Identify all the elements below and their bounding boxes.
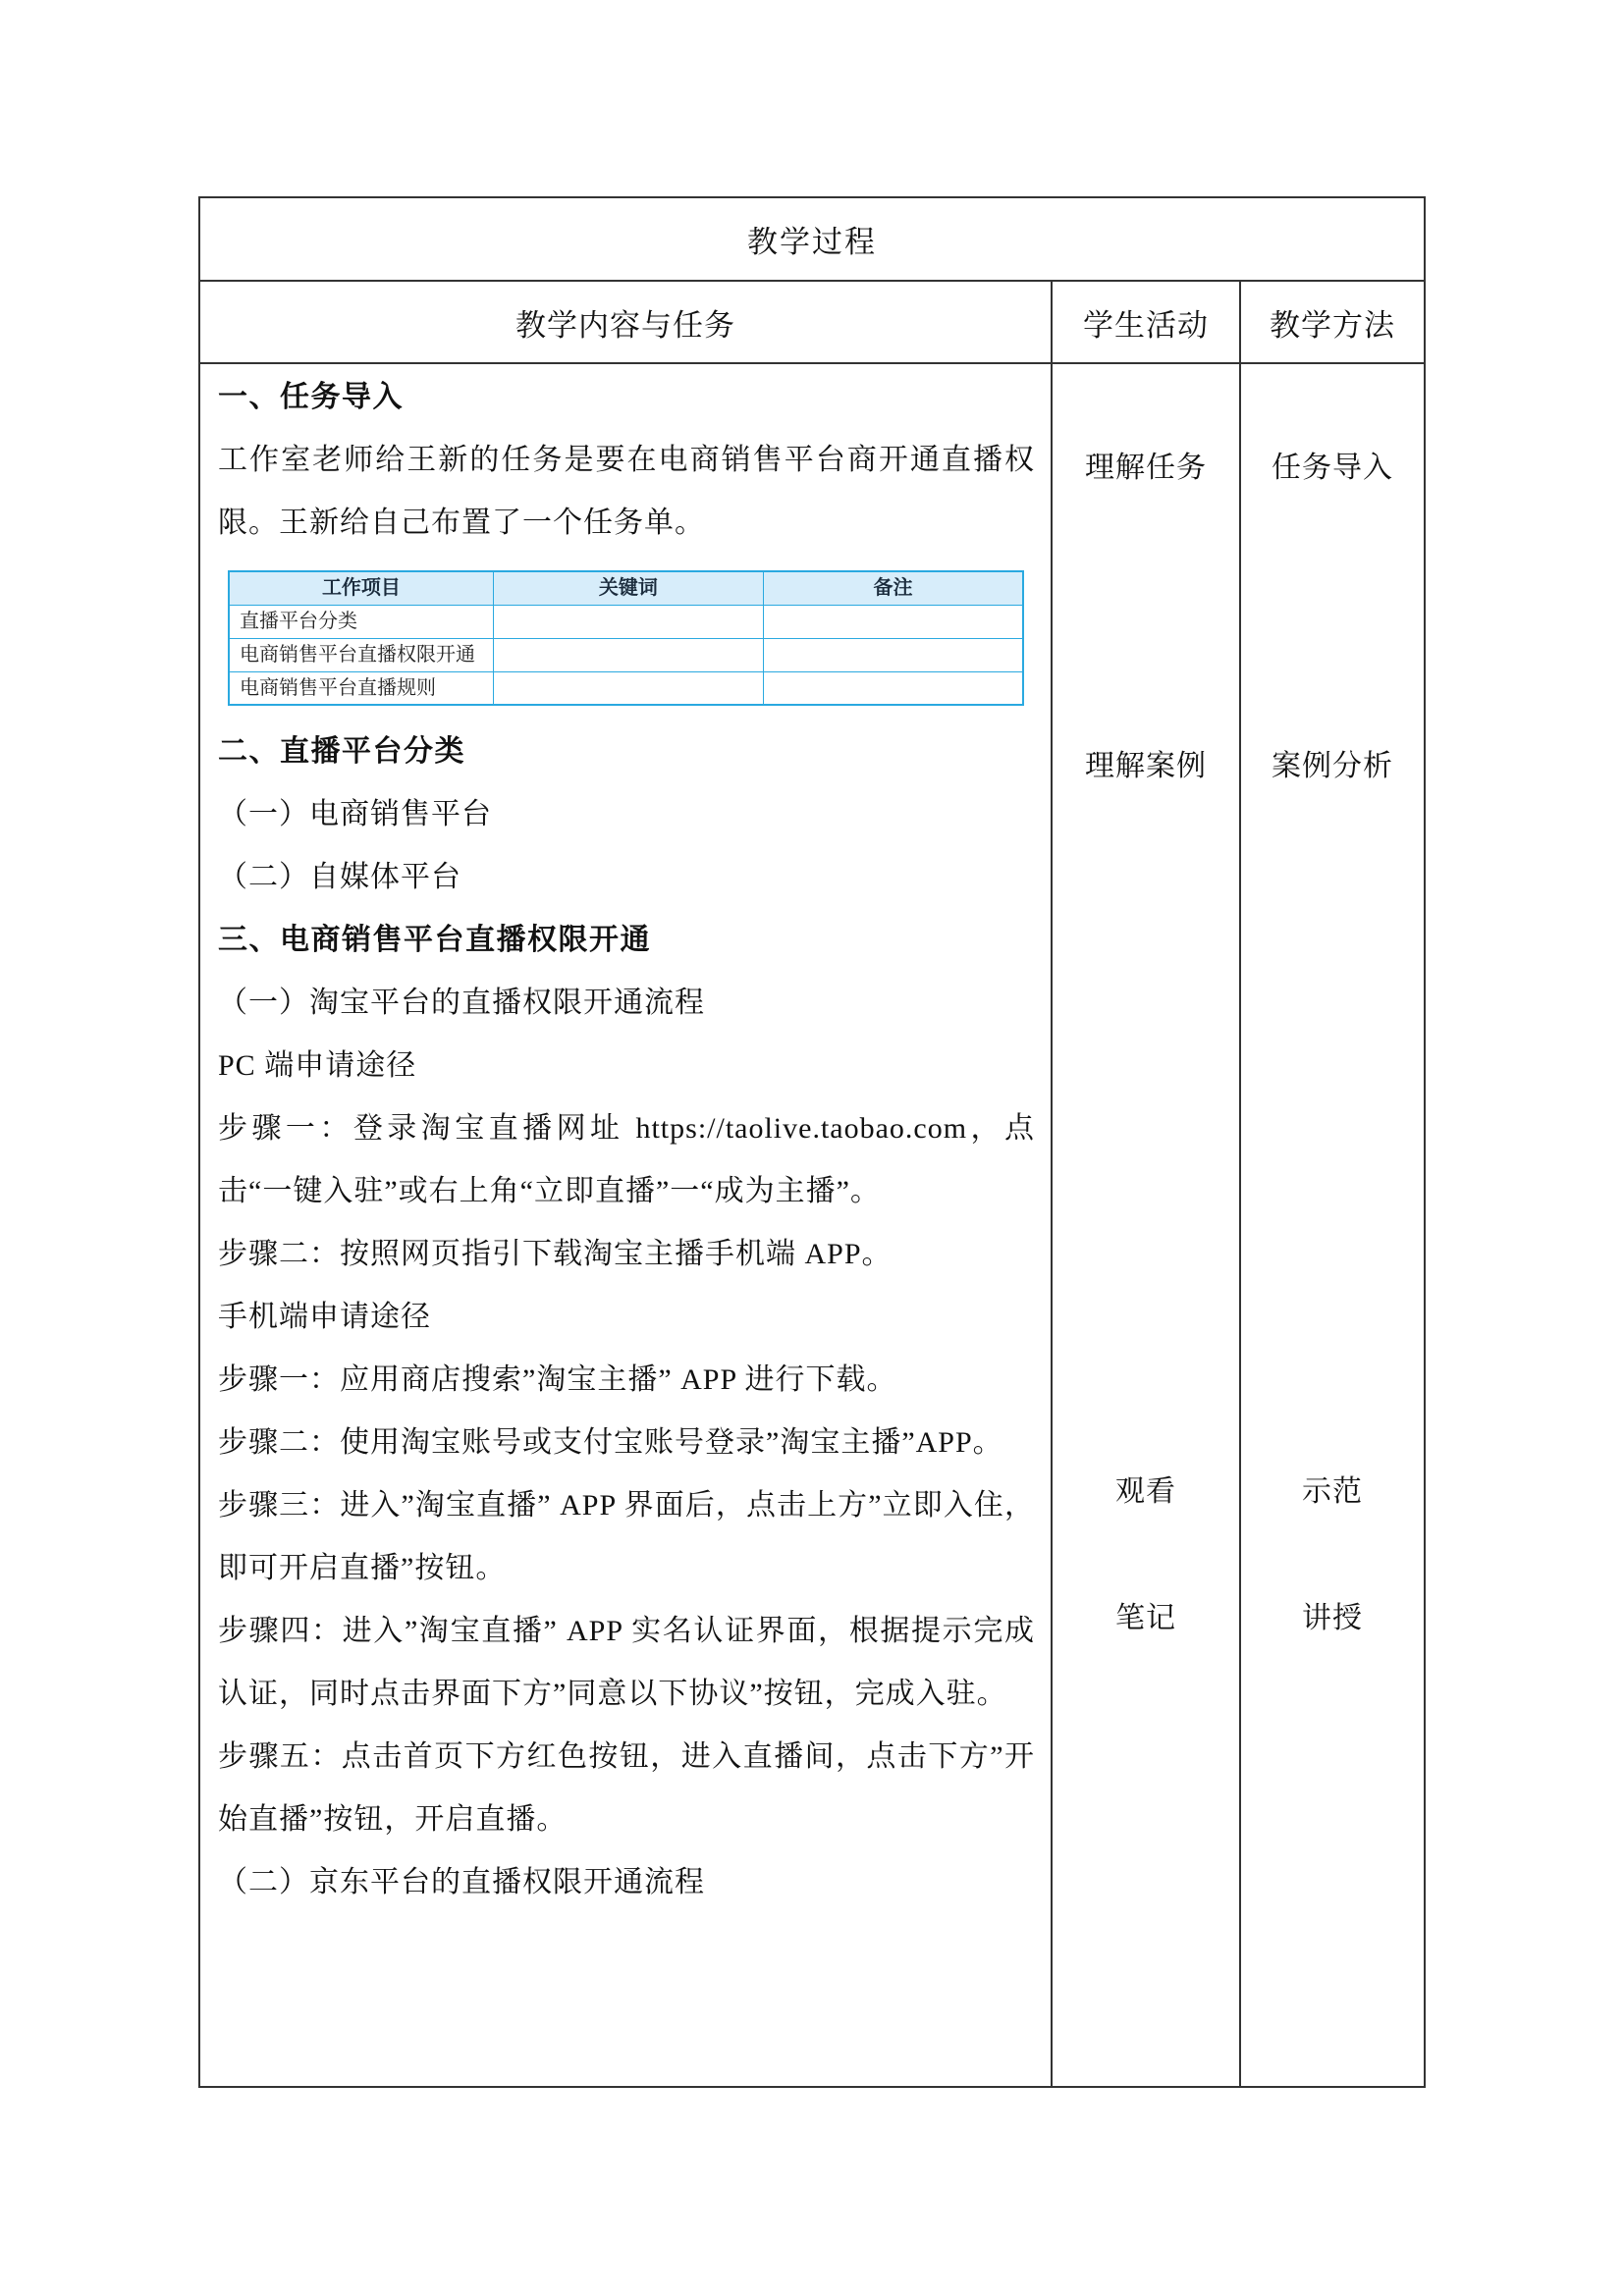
paragraph-platform-1: （一）电商销售平台	[218, 798, 492, 830]
task-list-table	[228, 570, 1024, 706]
content-cell	[200, 364, 1051, 2086]
task-table-row	[229, 671, 1023, 705]
method-label-1: 任务导入	[1272, 452, 1393, 484]
method-label-2: 案例分析	[1272, 750, 1393, 782]
paragraph-task-intro: 工作室老师给王新的任务是要在电商销售平台商开通直播权限。王新给自己布置了一个任务单。	[218, 444, 1035, 539]
method-label-4: 讲授	[1302, 1602, 1363, 1634]
task-item: 直播平台分类	[229, 605, 493, 638]
paragraph-jd-flow: （二）京东平台的直播权限开通流程	[218, 1866, 705, 1898]
column-header-method: 教学方法	[1239, 282, 1424, 364]
task-note	[763, 671, 1023, 705]
task-keyword	[493, 671, 763, 705]
section-heading-1: 一、任务导入	[218, 381, 404, 413]
paragraph-mobile-step5: 步骤五：点击首页下方红色按钮，进入直播间，点击下方”开始直播”按钮，开启直播。	[218, 1740, 1035, 1836]
paragraph-mobile-path: 手机端申请途径	[218, 1301, 431, 1333]
task-item: 电商销售平台直播规则	[229, 671, 493, 705]
paragraph-pc-step1: 步骤一：登录淘宝直播网址 https://taolive.taobao.com，点击“一键入驻”或右上角“立即直播”一“成为主播”。	[218, 1112, 1035, 1207]
section-heading-2: 二、直播平台分类	[218, 735, 465, 768]
paragraph-mobile-step3: 步骤三：进入”淘宝直播” APP 界面后，点击上方”立即入住，即可开启直播”按钮。	[218, 1489, 1035, 1584]
task-keyword	[493, 605, 763, 638]
column-header-content: 教学内容与任务	[200, 282, 1051, 364]
table-title: 教学过程	[200, 198, 1424, 282]
activity-label-4: 笔记	[1115, 1602, 1176, 1634]
teaching-process-table	[198, 196, 1426, 2088]
task-table-header-row	[229, 571, 1023, 605]
task-table-header-keyword: 关键词	[493, 571, 763, 605]
task-keyword	[493, 638, 763, 671]
paragraph-mobile-step1: 步骤一：应用商店搜索”淘宝主播” APP 进行下载。	[218, 1363, 897, 1396]
activity-label-1: 理解任务	[1085, 452, 1207, 484]
activity-label-3: 观看	[1115, 1475, 1176, 1508]
task-table-row	[229, 605, 1023, 638]
paragraph-pc-path: PC 端申请途径	[218, 1049, 417, 1082]
task-note	[763, 638, 1023, 671]
task-item: 电商销售平台直播权限开通	[229, 638, 493, 671]
task-table-header-note: 备注	[763, 571, 1023, 605]
paragraph-platform-2: （二）自媒体平台	[218, 861, 461, 893]
column-header-activity: 学生活动	[1051, 282, 1239, 364]
method-label-3: 示范	[1302, 1475, 1363, 1508]
section-heading-3: 三、电商销售平台直播权限开通	[218, 924, 651, 956]
activity-label-2: 理解案例	[1085, 750, 1207, 782]
student-activity-cell	[1051, 364, 1239, 2086]
paragraph-taobao-flow: （一）淘宝平台的直播权限开通流程	[218, 987, 705, 1019]
paragraph-pc-step2: 步骤二：按照网页指引下载淘宝主播手机端 APP。	[218, 1238, 893, 1270]
task-table-header-item: 工作项目	[229, 571, 493, 605]
teaching-method-cell	[1239, 364, 1424, 2086]
paragraph-mobile-step2: 步骤二：使用淘宝账号或支付宝账号登录”淘宝主播”APP。	[218, 1426, 1003, 1459]
task-table-row	[229, 638, 1023, 671]
task-note	[763, 605, 1023, 638]
paragraph-mobile-step4: 步骤四：进入”淘宝直播” APP 实名认证界面，根据提示完成认证，同时点击界面下方”同意以下协议”按钮，完成入驻。	[218, 1615, 1035, 1710]
